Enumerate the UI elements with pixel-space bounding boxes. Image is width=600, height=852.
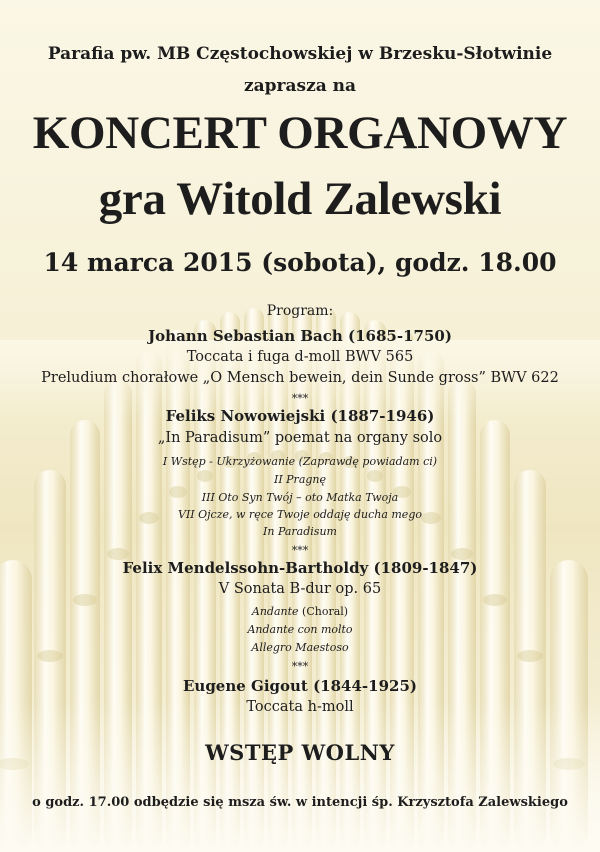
work-toccata-h-moll: Toccata h-moll [246, 699, 354, 715]
work-sonata: V Sonata B-dur op. 65 [218, 581, 382, 597]
composer-mendelssohn: Felix Mendelssohn-Bartholdy (1809-1847) [122, 559, 478, 577]
composer-gigout: Eugene Gigout (1844-1925) [182, 677, 418, 695]
performer-line: gra Witold Zalewski [98, 173, 502, 225]
admission-free: WSTĘP WOLNY [205, 740, 395, 765]
work-chorale-prelude: Preludium chorałowe „O Mensch bewein, dein Sunde gross” BWV 622 [41, 370, 559, 386]
concert-date: 14 marca 2015 (sobota), godz. 18.00 [43, 248, 557, 277]
composer-nowowiejski: Feliks Nowowiejski (1887-1946) [165, 407, 435, 425]
work-in-paradisum: „In Paradisum” poemat na organy solo [157, 430, 443, 446]
movement-item: In Paradisum [263, 525, 337, 538]
composer-bach: Johann Sebastian Bach (1685-1750) [148, 327, 452, 345]
footer-mass-note: o godz. 17.00 odbędzie się msza św. w intencji śp. Krzysztofa Zalewskiego [32, 795, 568, 810]
movement-item: Andante con molto [247, 623, 353, 636]
movement-choral-note: (Choral) [298, 605, 349, 618]
separator: *** [291, 544, 309, 557]
parish-name: Parafia pw. MB Częstochowskiej w Brzesku-Słotwinie [47, 44, 553, 64]
work-toccata-fugue: Toccata i fuga d-moll BWV 565 [186, 349, 414, 365]
movement-item: VII Ojcze, w ręce Twoje oddaję ducha mego [178, 508, 422, 521]
invitation-text: zaprasza na [243, 76, 357, 96]
movement-item: Allegro Maestoso [251, 641, 349, 654]
movement-item: III Oto Syn Twój – oto Matka Twoja [201, 491, 399, 504]
movement-andante: Andante [251, 605, 299, 618]
movement-andante-choral [0, 605, 600, 618]
concert-title: KONCERT ORGANOWY [32, 107, 568, 159]
separator: *** [291, 660, 309, 673]
movement-item: II Pragnę [273, 473, 327, 486]
program-label: Program: [266, 303, 334, 319]
separator: *** [291, 392, 309, 405]
movement-item: I Wstęp - Ukrzyżowanie (Zaprawdę powiadam ci) [162, 455, 438, 468]
